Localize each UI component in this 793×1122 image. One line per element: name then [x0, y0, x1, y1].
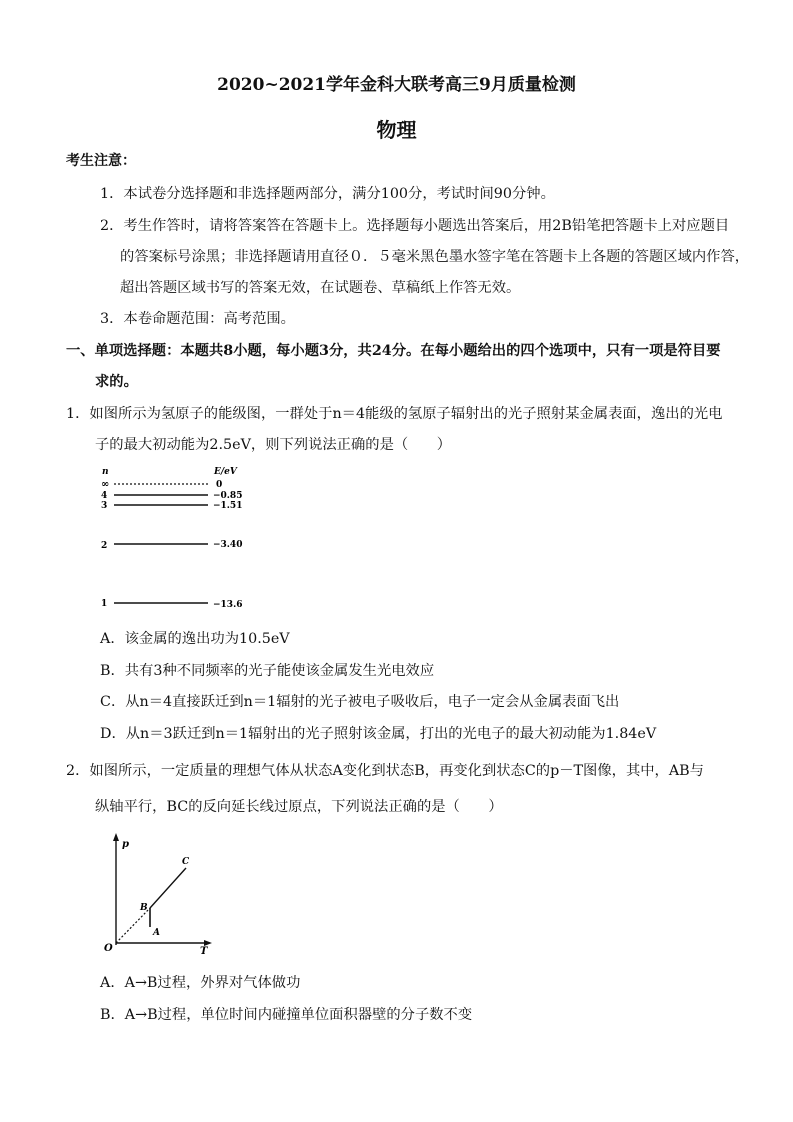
t-axis-label: T	[200, 946, 208, 955]
p-axis-arrow-icon	[113, 833, 119, 841]
level-2-n: 2	[101, 541, 108, 551]
q1-stem-line1: 1．如图所示为氢原子的能级图，一群处于n＝4能级的氢原子辐射出的光子照射某金属表面，逸出的光电	[66, 406, 723, 422]
level-1-e: −13.6	[213, 600, 243, 610]
level-inf-e: 0	[216, 480, 223, 490]
section-heading-cont: 求的。	[95, 374, 138, 390]
q2-stem-line2: 纵轴平行，BC的反向延长线过原点，下列说法正确的是（ ）	[95, 799, 503, 815]
note-item-3: 3．本卷命题范围：高考范围。	[100, 311, 295, 327]
level-2-e: −3.40	[213, 540, 243, 550]
point-b-label: B	[140, 903, 148, 913]
level-3-n: 3	[101, 501, 108, 511]
exam-title: 2020~2021学年金科大联考高三9月质量检测	[217, 75, 576, 95]
notes-heading: 考生注意：	[66, 153, 136, 169]
q1-option-a: A．该金属的逸出功为10.5eV	[100, 631, 290, 647]
note-item-2: 2．考生作答时，请将答案答在答题卡上。选择题每小题选出答案后，用2B铅笔把答题卡上对应题目	[100, 218, 730, 234]
n-axis-label: n	[102, 467, 109, 477]
q2-option-b: B．A→B过程，单位时间内碰撞单位面积器壁的分子数不变	[100, 1007, 473, 1023]
point-c-label: C	[182, 857, 190, 867]
note-item-2-cont-1: 的答案标号涂黑；非选择题请用直径０．５毫米黑色墨水签字笔在答题卡上各题的答题区域内作答，	[120, 249, 750, 265]
point-a-label: A	[153, 928, 160, 938]
q1-option-c: C．从n＝4直接跃迁到n＝1辐射的光子被电子吸收后，电子一定会从金属表面飞出	[100, 694, 620, 710]
level-3-e: −1.51	[213, 501, 243, 511]
energy-level-diagram	[90, 462, 260, 612]
bc-extension-dashed	[116, 908, 150, 943]
origin-label: O	[104, 943, 113, 954]
q2-stem-line1: 2．如图所示，一定质量的理想气体从状态A变化到状态B，再变化到状态C的p－T图像，其中，AB与	[66, 763, 704, 779]
p-axis-label: p	[122, 839, 129, 850]
level-inf-n: ∞	[101, 479, 110, 490]
subject-title: 物理	[376, 118, 417, 142]
q2-option-a: A．A→B过程，外界对气体做功	[100, 975, 301, 991]
section-heading: 一、单项选择题：本题共8小题，每小题3分，共24分。在每小题给出的四个选项中，只有一项是符目要	[66, 343, 721, 359]
level-4-n: 4	[101, 491, 108, 501]
level-4-e: −0.85	[213, 491, 243, 501]
pt-diagram	[98, 830, 218, 955]
energy-axis-label: E/eV	[214, 467, 237, 477]
q1-option-d: D．从n＝3跃迁到n＝1辐射出的光子照射该金属，打出的光电子的最大初动能为1.84eV	[100, 726, 657, 742]
bc-segment	[150, 868, 186, 908]
note-item-2-cont-2: 超出答题区域书写的答案无效，在试题卷、草稿纸上作答无效。	[120, 280, 521, 296]
q1-stem-line2: 子的最大初动能为2.5eV，则下列说法正确的是（ ）	[95, 437, 452, 453]
note-item-1: 1．本试卷分选择题和非选择题两部分，满分100分，考试时间90分钟。	[100, 186, 555, 202]
q1-option-b: B．共有3种不同频率的光子能使该金属发生光电效应	[100, 663, 435, 679]
level-1-n: 1	[101, 599, 108, 609]
